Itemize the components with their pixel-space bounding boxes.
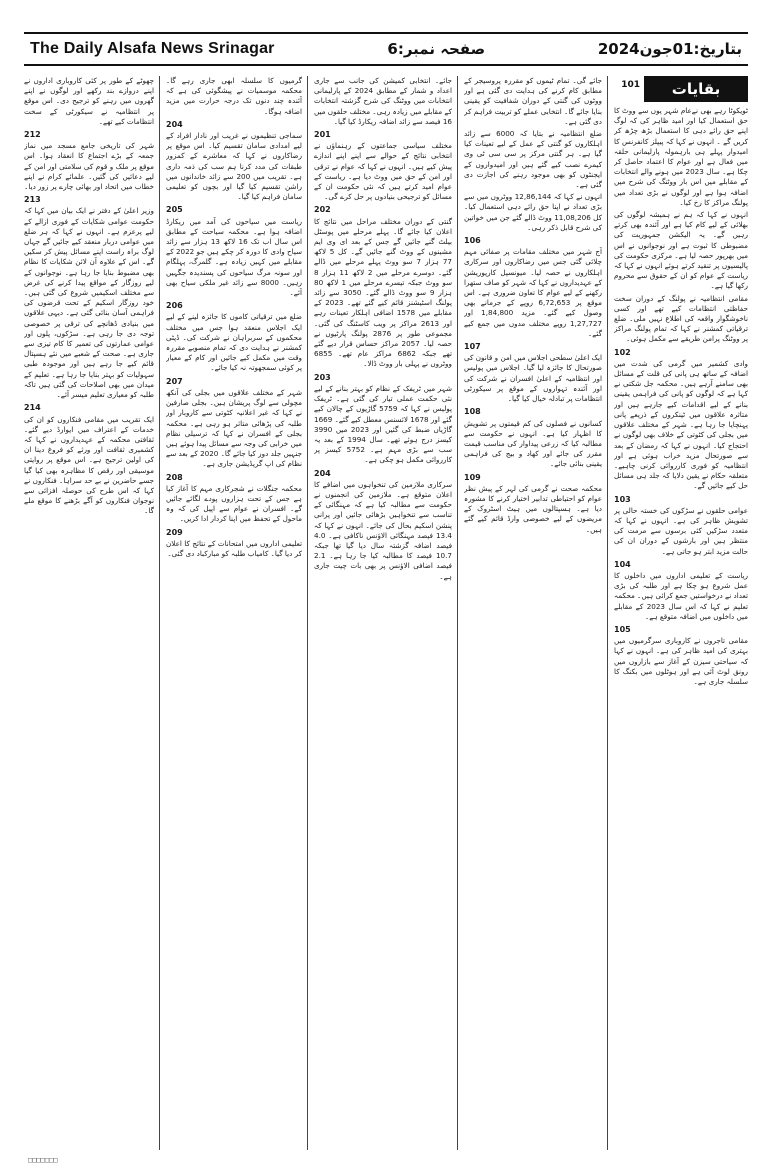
column-rule: [607, 76, 608, 1150]
section-number: 109: [464, 472, 481, 482]
news-column-2: [464, 76, 602, 1150]
article-paragraph: گنتی کے دوران مختلف مراحل میں نتائج کا اعلان کیا جائے گا۔ پہلے مرحلے میں پوسٹل بیلٹ گنے جائیں گے جس کے بعد ای وی ایم مشینوں کے ووٹ گنے جائیں گے۔ کل 5 لاکھ 77 ہزار 7 سو ووٹ پہلے مرحلے میں ڈالے گئے۔ دوسرے مرحلے میں 2 لاکھ 11 ہزار 8 سو ووٹ جبکہ تیسرے مرحلے میں 1 لاکھ 80 ہزار 9 سو ووٹ ڈالے گئے۔ 3050 سے زائد پولنگ اسٹیشنز قائم کیے گئے تھے۔ 2023 کے مقابلے میں 1578 اضافی اہلکار تعینات رہے اور 2613 مراکز پر ویب کاسٹنگ کی گئی۔ مجموعی طور پر 2876 پولنگ پارٹیوں نے حصہ لیا۔ 2057 مراکز حساس قرار دیے گئے تھے جبکہ 6862 مراکز عام تھے۔ 6855 ووٹروں نے پہلی بار ووٹ ڈالا۔: [314, 216, 452, 369]
section-number: 208: [166, 472, 183, 482]
article-paragraph: آج شہر میں مختلف مقامات پر صفائی مہم چلائی گئی جس میں رضاکاروں اور سرکاری اہلکاروں نے حصہ لیا۔ میونسپل کارپوریشن کے عہدیداروں نے کہا کہ شہر کو صاف ستھرا رکھنے کے لیے عوام کا تعاون ضروری ہے۔ اس موقع پر 6,72,653 روپے کے جرمانے بھی وصول کیے گئے۔ مزید 1,84,800 اور 1,27,727 روپے مختلف مدوں میں جمع کیے گئے۔: [464, 247, 602, 338]
article-paragraph: مختلف سیاسی جماعتوں کے رہنماؤں نے انتخابی نتائج کے حوالے سے اپنے اپنے اندازے پیش کیے ہیں۔ انہوں نے کہا کہ عوام نے ترقی اور امن کے حق میں ووٹ دیا ہے۔ ریاست کے عوام امید کرتے ہیں کہ نئی حکومت ان کے مسائل کو ترجیحی بنیادوں پر حل کرے گی۔: [314, 141, 452, 202]
footer-mark: □□□□□□□: [28, 1156, 58, 1164]
article-paragraph: مقامی تاجروں نے کاروباری سرگرمیوں میں بہتری کی امید ظاہر کی ہے۔ انہوں نے کہا کہ سیاحتی سیزن کے آغاز سے بازاروں میں رونق لوٹ آئی ہے اور ہوٹلوں میں بکنگ کا سلسلہ جاری ہے۔: [614, 636, 748, 686]
article-paragraph: ضلع میں ترقیاتی کاموں کا جائزہ لینے کے لیے ایک اجلاس منعقد ہوا جس میں مختلف محکموں کے سربراہان نے شرکت کی۔ ڈپٹی کمشنر نے ہدایت دی کہ تمام منصوبے مقررہ وقت میں مکمل کیے جائیں اور کام کے معیار پر کوئی سمجھوتہ نہ کیا جائے۔: [166, 312, 302, 373]
section-number: 212: [24, 130, 41, 140]
section-number: 203: [314, 372, 331, 382]
article-paragraph: انہوں نے کہا کہ 12,86,144 ووٹروں میں سے بڑی تعداد نے اپنا حق رائے دہی استعمال کیا۔ کل 11,08,206 ووٹ ڈالے گئے جن میں خواتین کی شرح قابل ذکر رہی۔: [464, 192, 602, 232]
news-column-1: [614, 106, 748, 1150]
article-paragraph: مقامی انتظامیہ نے پولنگ کے دوران سخت حفاظتی انتظامات کیے تھے اور کسی ناخوشگوار واقعہ کی اطلاع نہیں ملی۔ ضلع ترقیاتی کمشنر نے کہا کہ تمام پولنگ مراکز پر ووٹنگ پرامن طریقے سے مکمل ہوئی۔: [614, 293, 748, 344]
article-paragraph: سرکاری ملازمین کی تنخواہوں میں اضافے کا اعلان متوقع ہے۔ ملازمین کی انجمنوں نے حکومت سے مطالبہ کیا ہے کہ مہنگائی کے تناسب سے تنخواہیں بڑھائی جائیں اور پرانی پنشن اسکیم بحال کی جائے۔ انہوں نے کہا کہ 13.4 فیصد مہنگائی الاؤنس ناکافی ہے۔ 4.0 فیصد اضافہ گزشتہ سال دیا گیا تھا جبکہ 10.7 فیصد کا مطالبہ کیا جا رہا ہے۔ 2.1 فیصد اضافی الاؤنس پر بھی بات چیت جاری ہے۔: [314, 479, 452, 581]
page-number-label: صفحہ نمبر:6: [387, 40, 486, 58]
newspaper-page: [24, 22, 748, 1164]
section-number: 201: [314, 130, 331, 140]
news-column-3: [314, 76, 452, 1150]
article-paragraph: سماجی تنظیموں نے غریب اور نادار افراد کے لیے امدادی سامان تقسیم کیا۔ اس موقع پر رضاکاروں نے کہا کہ معاشرے کے کمزور طبقات کی مدد کرنا ہم سب کی ذمہ داری ہے۔ تقریب میں 200 سے زائد خاندانوں میں راشن تقسیم کیا گیا اور بچوں کو تعلیمی سامان فراہم کیا گیا۔: [166, 131, 302, 202]
article-paragraph: ایک اعلیٰ سطحی اجلاس میں امن و قانون کی صورتحال کا جائزہ لیا گیا۔ اجلاس میں پولیس اور انتظامیہ کے اعلیٰ افسران نے شرکت کی اور آئندہ تہواروں کے موقع پر سیکورٹی انتظامات پر تبادلہ خیال کیا گیا۔: [464, 353, 602, 404]
article-paragraph: ریاست میں سیاحوں کی آمد میں ریکارڈ اضافہ ہوا ہے۔ محکمہ سیاحت کے مطابق اس سال اب تک 16 لاکھ 13 ہزار سے زائد سیاح وادی کا دورہ کر چکے ہیں جو 2022 کے مقابلے میں کہیں زیادہ ہے۔ گلمرگ، پہلگام اور سونہ مرگ سیاحوں کی پسندیدہ جگہیں رہیں۔ 8000 سے زائد غیر ملکی سیاح بھی آئے۔: [166, 216, 302, 298]
section-number: 105: [614, 624, 631, 634]
section-number: 214: [24, 403, 41, 413]
section-number: 104: [614, 559, 631, 569]
section-number: 213: [24, 195, 41, 205]
date-label: بتاریخ:01جون2024: [597, 40, 742, 58]
column-rule: [307, 76, 308, 1150]
masthead: [24, 32, 748, 66]
article-paragraph: ریاست کے تعلیمی اداروں میں داخلوں کا عمل شروع ہو چکا ہے اور طلبہ کی بڑی تعداد نے درخواستیں جمع کرائی ہیں۔ محکمہ تعلیم نے کہا کہ اس سال 2023 کے مقابلے میں داخلوں میں اضافہ متوقع ہے۔: [614, 570, 748, 621]
article-paragraph: گرمیوں کا سلسلہ ابھی جاری رہے گا۔ محکمہ موسمیات نے پیشگوئی کی ہے کہ آئندہ چند دنوں تک درجہ حرارت میں مزید اضافہ ہوگا۔: [166, 76, 302, 116]
article-paragraph: ایک تقریب میں مقامی فنکاروں کو ان کی خدمات کے اعتراف میں ایوارڈ دیے گئے۔ ثقافتی محکمہ کے عہدیداروں نے کہا کہ کشمیری ثقافت اور ورثے کو فروغ دینا ان کی اولین ترجیح ہے۔ اس موقع پر روایتی موسیقی اور رقص کا مظاہرہ بھی کیا گیا جسے حاضرین نے بے حد سراہا۔ فنکاروں نے کہا کہ اس طرح کی حوصلہ افزائی سے نوجوان فنکاروں کو آگے بڑھنے کا موقع ملے گا۔: [24, 414, 154, 516]
article-paragraph: انہوں نے کہا کہ ہم نے ہمیشہ لوگوں کی بھلائی کے لیے کام کیا ہے اور آئندہ بھی کرتے رہیں گے۔ یہ الیکشن جمہوریت کی مضبوطی کا ثبوت ہے اور نوجوانوں نے اس میں بھرپور حصہ لیا ہے۔ مرکزی حکومت کی پالیسیوں پر تنقید کرتے ہوئے انہوں نے کہا کہ ریاست کے عوام کو ان کے حقوق سے محروم رکھا گیا ہے۔: [614, 210, 748, 291]
section-number: 103: [614, 494, 631, 504]
article-paragraph: وادی کشمیر میں گرمی کی شدت میں اضافہ کے ساتھ ہی پانی کی قلت کے مسائل بھی سامنے آرہے ہیں۔ محکمہ جل شکتی نے کہا ہے کہ لوگوں کو پانی کی فراہمی یقینی بنانے کے لیے اقدامات کیے جارہے ہیں اور متاثرہ علاقوں میں ٹینکروں کے ذریعے پانی پہنچایا جا رہا ہے۔ شہر کے مختلف علاقوں میں بجلی کی کٹوتی کے خلاف بھی لوگوں نے احتجاج کیا۔ انہوں نے کہا کہ رمضان کے بعد سے صورتحال مزید خراب ہوئی ہے اور انتظامیہ کو فوری کارروائی کرنی چاہیے۔ متعلقہ حکام نے یقین دلایا کہ جلد ہی مسائل حل کیے جائیں گے۔: [614, 358, 748, 491]
article-paragraph: شہر میں ٹریفک کے نظام کو بہتر بنانے کے لیے نئی حکمت عملی تیار کی گئی ہے۔ ٹریفک پولیس نے کہا کہ 5759 گاڑیوں کے چالان کیے گئے اور 1678 لائسنس معطل کیے گئے۔ 1669 گاڑیاں ضبط کی گئیں اور 2023 میں 3990 کیسز درج ہوئے تھے۔ سال 1994 کے بعد یہ سب سے بڑی مہم ہے۔ 5752 کیسز پر کارروائی مکمل ہو چکی ہے۔: [314, 383, 452, 465]
section-number: 202: [314, 205, 331, 215]
section-number: 205: [166, 205, 183, 215]
article-paragraph: محکمہ صحت نے گرمی کی لہر کے پیش نظر عوام کو احتیاطی تدابیر اختیار کرنے کا مشورہ دیا ہے۔ ہسپتالوں میں ہیٹ اسٹروک کے مریضوں کے لیے خصوصی وارڈ قائم کیے گئے ہیں۔: [464, 483, 602, 534]
section-number: 204: [314, 468, 331, 478]
section-number: 207: [166, 376, 183, 386]
first-section-number: 101: [621, 80, 640, 90]
section-number: 106: [464, 236, 481, 246]
article-paragraph: شہر کی تاریخی جامع مسجد میں نماز جمعہ کے بڑے اجتماع کا انعقاد ہوا۔ اس موقع پر ملک و قوم کی سلامتی اور امن کے لیے دعائیں کی گئیں۔ علمائے کرام نے اپنے خطاب میں اتحاد اور بھائی چارے پر زور دیا۔: [24, 141, 154, 192]
bakiyat-heading: بقایات: [644, 76, 748, 102]
article-paragraph: شہر کے مختلف علاقوں میں بجلی کی آنکھ مچولی سے لوگ پریشان ہیں۔ بجلی صارفین نے کہا کہ غیر اعلانیہ کٹوتی سے کاروبار اور طلبہ کی پڑھائی متاثر ہو رہی ہے۔ محکمہ بجلی کے افسران نے کہا کہ ترسیلی نظام میں خرابی کی وجہ سے مسائل پیدا ہوئے ہیں جنہیں جلد دور کیا جائے گا۔ 2020 کے بعد سے نظام کی اپ گریڈیشن جاری ہے۔: [166, 387, 302, 469]
article-paragraph: چھوٹے کے طور پر کئی کاروباری اداروں نے اپنے دروازے بند رکھے اور لوگوں نے اپنے گھروں میں رہنے کو ترجیح دی۔ اس موقع پر انتظامیہ نے سیکورٹی کے سخت انتظامات کیے تھے۔: [24, 76, 154, 126]
article-paragraph: عوامی حلقوں نے سڑکوں کی خستہ حالی پر تشویش ظاہر کی ہے۔ انہوں نے کہا کہ متعدد سڑکیں کئی برسوں سے مرمت کی منتظر ہیں اور بارشوں کے دوران ان کی حالت مزید ابتر ہو جاتی ہے۔: [614, 505, 748, 556]
section-number: 206: [166, 301, 183, 311]
article-paragraph: ضلع انتظامیہ نے بتایا کہ 6000 سے زائد اہلکاروں کو گنتی کے عمل کے لیے تعینات کیا گیا ہے۔ ہر گنتی مرکز پر سی سی ٹی وی کیمرے نصب کیے گئے ہیں اور امیدواروں کے ایجنٹوں کو بھی موجود رہنے کی اجازت دی گئی ہے۔: [464, 129, 602, 190]
article-paragraph: جائے گی۔ تمام ٹیموں کو مقررہ پروسیجر کے مطابق کام کرنے کی ہدایت دی گئی ہے اور ووٹوں کی گنتی کے دوران شفافیت کو یقینی بنایا جائے گا۔ انتخابی عملے کو تربیت فراہم کر دی گئی ہے۔: [464, 76, 602, 126]
article-paragraph: وزیر اعلیٰ کے دفتر نے ایک بیان میں کہا کہ حکومت عوامی شکایات کے فوری ازالے کے لیے پرعزم ہے۔ انہوں نے کہا کہ ہر ضلع میں عوامی دربار منعقد کیے جائیں گے جہاں لوگ براہ راست اپنے مسائل پیش کر سکیں گے۔ اس کے علاوہ آن لائن شکایات کا نظام بھی مضبوط بنایا جا رہا ہے۔ نوجوانوں کے لیے روزگار کے مواقع پیدا کرنے کی غرض سے مختلف اسکیمیں شروع کی گئی ہیں۔ خود روزگار اسکیم کے تحت قرضوں کی فراہمی آسان بنائی گئی ہے۔ دیہی علاقوں میں بنیادی ڈھانچے کی ترقی پر خصوصی توجہ دی جا رہی ہے۔ سڑکوں، پلوں اور عوامی عمارتوں کی تعمیر کا کام تیزی سے جاری ہے۔ صحت کے شعبے میں نئے ہسپتال قائم کیے جا رہے ہیں اور موجودہ طبی سہولیات کو بہتر بنایا جا رہا ہے۔ تعلیم کے میدان میں بھی اصلاحات کی گئی ہیں تاکہ طلبہ کو معیاری تعلیم میسر آئے۔: [24, 206, 154, 400]
section-number: 102: [614, 347, 631, 357]
article-paragraph: جائے۔ انتخابی کمیشن کی جانب سے جاری اعداد و شمار کے مطابق 2024 کے پارلیمانی انتخابات میں ووٹنگ کی شرح گزشتہ انتخابات کے مقابلے میں زیادہ رہی۔ مختلف حلقوں میں 16 فیصد سے زائد اضافہ ریکارڈ کیا گیا۔: [314, 76, 452, 126]
newspaper-title: The Daily Alsafa News Srinagar: [30, 40, 275, 57]
body-area: [24, 70, 748, 1150]
news-column-5: [24, 76, 154, 1150]
section-number: 204: [166, 119, 183, 129]
section-number: 108: [464, 407, 481, 417]
news-column-4: [166, 76, 302, 1150]
section-number: 107: [464, 342, 481, 352]
article-paragraph: محکمہ جنگلات نے شجرکاری مہم کا آغاز کیا ہے جس کے تحت ہزاروں پودے لگائے جائیں گے۔ افسران نے عوام سے اپیل کی کہ وہ ماحول کے تحفظ میں اپنا کردار ادا کریں۔: [166, 483, 302, 524]
article-paragraph: ٹویکوٹا رہے بھی نےعام شہر یوں سے ووٹ کا حق استعمال کیا اور امید ظاہر کی کہ لوگ اپنے حق رائے دہی کا استعمال بڑھ چڑھ کر کریں گے ۔ انہوں نے کہا کہ پیپلز کانفرنس کا امیدوار پہلے ہی بارہمولہ پارلیمانی حلقہ میں فعال ہے اور عوام کا اعتماد حاصل کر چکا ہے۔ سال 2023 میں ہونے والے انتخابات کے مقابلے میں اس بار ووٹنگ کی شرح میں اضافہ ہوا ہے اور لوگوں نے بڑی تعداد میں پولنگ مراکز کا رخ کیا۔: [614, 106, 748, 207]
article-paragraph: تعلیمی اداروں میں امتحانات کے نتائج کا اعلان کر دیا گیا۔ کامیاب طلبہ کو مبارکباد دی گئی۔: [166, 538, 302, 558]
column-rule: [457, 76, 458, 1150]
section-number: 209: [166, 527, 183, 537]
column-rule: [159, 76, 160, 1150]
article-paragraph: کسانوں نے فصلوں کی کم قیمتوں پر تشویش کا اظہار کیا ہے۔ انہوں نے حکومت سے مطالبہ کیا کہ زرعی پیداوار کی مناسب قیمت مقرر کی جائے اور کھاد و بیج کی فراہمی یقینی بنائی جائے۔: [464, 418, 602, 469]
